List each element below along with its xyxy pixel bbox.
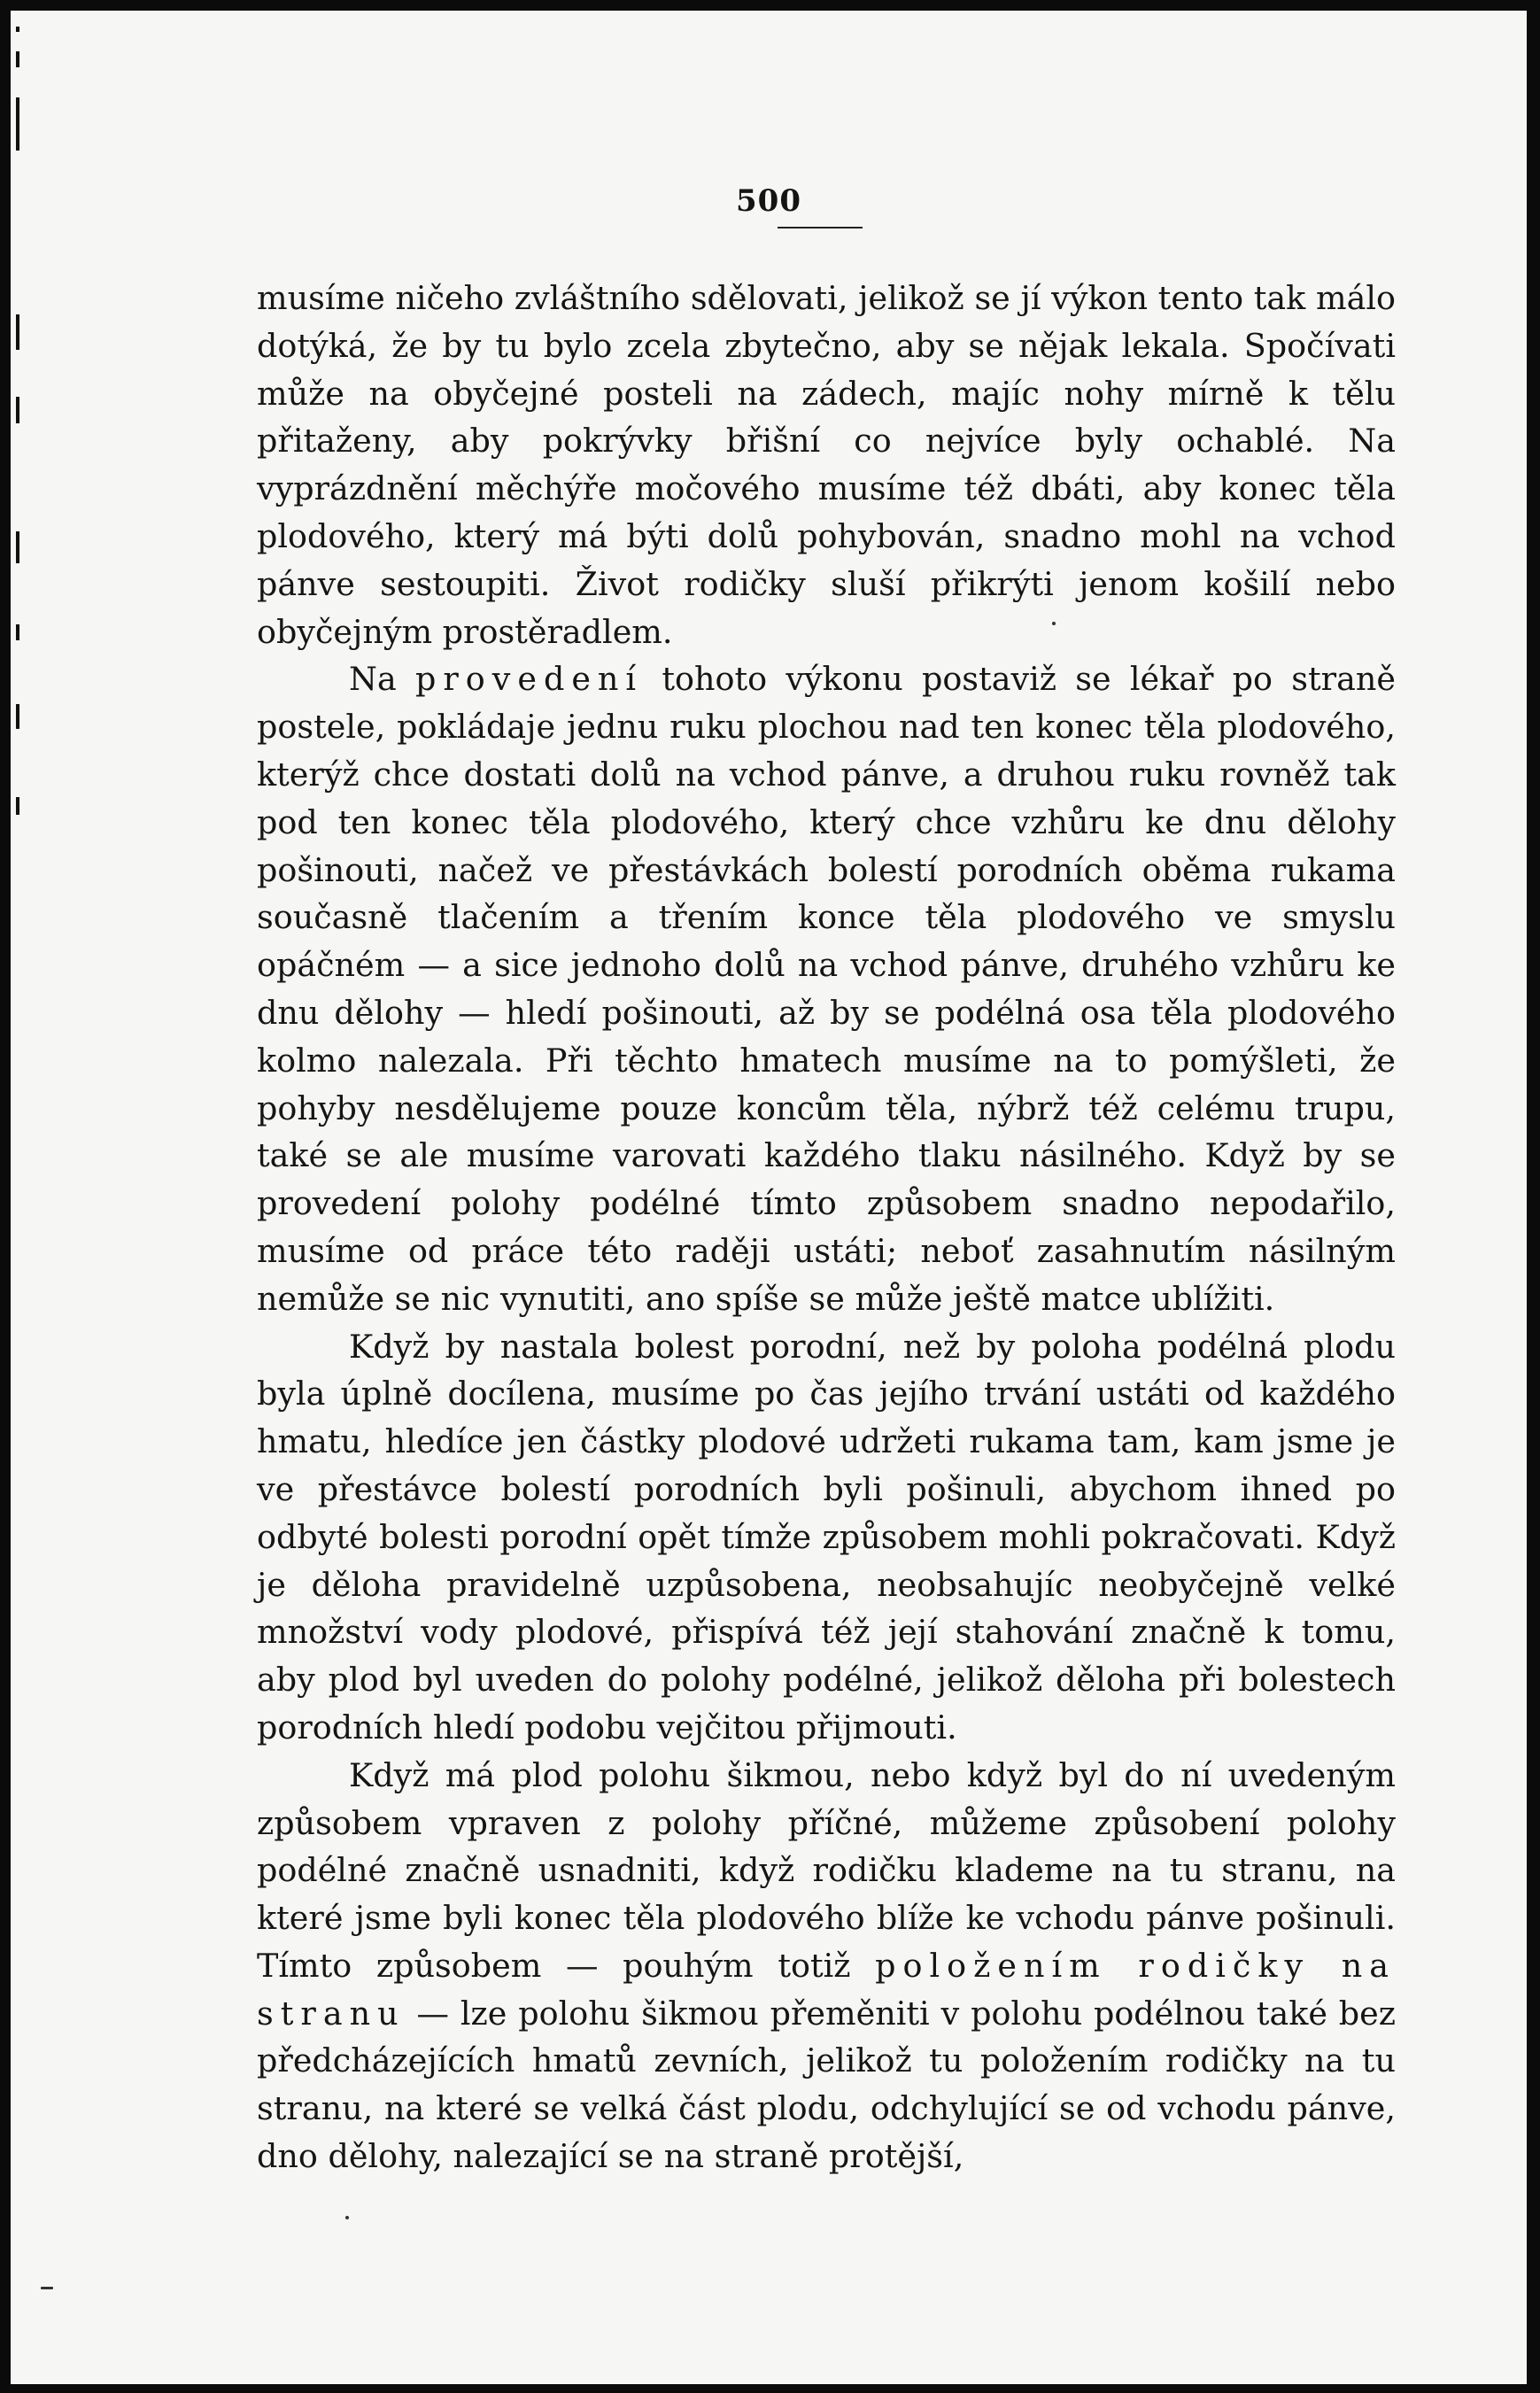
paragraph xyxy=(257,655,1396,1322)
paragraph xyxy=(257,275,1396,655)
paragraph xyxy=(257,1323,1396,1752)
emphasized-text: provedení xyxy=(414,660,644,699)
paragraph-text: — lze polohu šikmou přeměniti v polohu podélnou také bez předcházejících hmatů zevních, jelikož tu položením rodičky na tu stranu, na které se velká část plodu, odchylující se od vchodu pánve, dno dělohy, nalezající se na straně protější, xyxy=(257,1994,1396,2176)
binding-edge-mark xyxy=(16,531,19,563)
stray-mark xyxy=(345,2216,349,2219)
emphasized-text: položením rodičky na stranu xyxy=(257,1946,1396,2033)
page-number: 500 xyxy=(736,183,801,219)
paragraph-text: tohoto výkonu postaviž se lékař po straně postele, pokládaje jednu ruku plochou nad ten konec těla plodového, kterýž chce dostati dolů na vchod pánve, a druhou ruku rovněž tak pod ten konec těla plodového, který chce vzhůru ke dnu dělohy pošinouti, načež ve přestávkách bolestí porodních oběma rukama současně tlačením a třením konce těla plodového ve smyslu opáčném — a sice jednoho dolů na vchod pánve, druhého vzhůru ke dnu dělohy — hledí pošinouti, až by se podélná osa těla plodového kolmo nalezala. Při těchto hmatech musíme na to pomýšleti, že pohyby nesdělujeme pouze koncům těla, nýbrž též celému trupu, také se ale musíme varovati každého tlaku násilného. Když by se provedení polohy podélné tímto způsobem snadno nepodařilo, musíme od práce této raději ustáti; neboť zasahnutím násilným nemůže se nic vynutiti, ano spíše se může ještě matce ublížiti. xyxy=(257,660,1396,1318)
binding-edge-mark xyxy=(16,397,19,423)
binding-edge-mark xyxy=(16,97,19,151)
binding-edge-mark xyxy=(16,51,19,67)
paragraph xyxy=(257,1752,1396,2180)
paragraph-text: musíme ničeho zvláštního sdělovati, jelikož se jí výkon tento tak málo dotýká, že by tu bylo zcela zbytečno, aby se nějak lekala. Spočívati může na obyčejné posteli na zádech, majíc nohy mírně k tělu přitaženy, aby pokrývky břišní co nejvíce byly ochablé. Na vyprázdnění měchýře močového musíme též dbáti, aby konec těla plodového, který má býti dolů pohybován, snadno mohl na vchod pánve sestoupiti. Život rodičky sluší přikrýti jenom košilí nebo obyčejným prostěradlem. xyxy=(257,279,1396,651)
binding-edge-mark xyxy=(16,27,19,32)
paragraph-text: Když má plod polohu šikmou, nebo když byl do ní uvedeným způsobem vpraven z polohy příčné, můžeme způsobení polohy podélné značně usnadniti, když rodičku klademe na tu stranu, na které jsme byli konec těla plodového blíže ke vchodu pánve pošinuli. Tímto způsobem — pouhým totiž xyxy=(257,1755,1396,1985)
binding-edge-mark xyxy=(16,704,19,729)
page-number-rule xyxy=(778,227,863,228)
stray-mark xyxy=(41,2287,53,2289)
book-page xyxy=(11,11,1527,2384)
binding-edge-mark xyxy=(16,797,19,815)
binding-edge-mark xyxy=(16,314,19,350)
paragraph-text: Když by nastala bolest porodní, než by poloha podélná plodu byla úplně docílena, musíme po čas jejího trvání ustáti od každého hmatu, hledíce jen částky plodové udržeti rukama tam, kam jsme je ve přestávce bolestí porodních byli pošinuli, abychom ihned po odbyté bolesti porodní opět tímže způsobem mohli pokračovati. Když je děloha pravidelně uzpůsobena, neobsahujíc neobyčejně velké množství vody plodové, přispívá též její stahování značně k tomu, aby plod byl uveden do polohy podélné, jelikož děloha při bolestech porodních hledí podobu vejčitou přijmouti. xyxy=(257,1327,1396,1746)
body-text xyxy=(257,275,1396,2180)
paragraph-text: Na xyxy=(349,660,415,699)
binding-edge-mark xyxy=(16,624,19,640)
stray-mark xyxy=(1052,622,1056,625)
